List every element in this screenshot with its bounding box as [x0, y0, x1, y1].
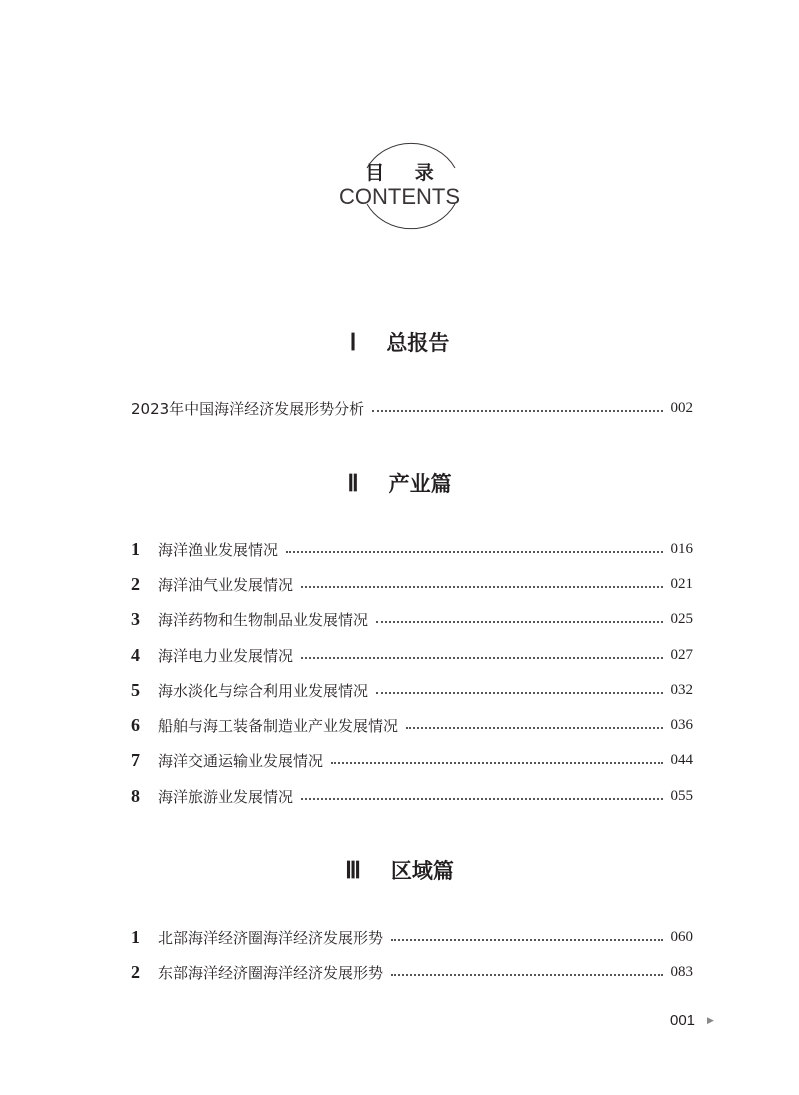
contents-heading-cn: 目 录 [365, 162, 446, 184]
toc-entry-index: 3 [131, 608, 140, 629]
section-numeral: Ⅲ [345, 858, 361, 883]
section-name: 区域篇 [390, 859, 454, 883]
toc-entry-index: 1 [131, 538, 140, 559]
toc-entry-page: 025 [670, 610, 693, 627]
toc-entry[interactable] [131, 643, 693, 667]
toc-entry-title: 北部海洋经济圈海洋经济发展形势 [158, 928, 384, 947]
toc-entry-page: 032 [670, 681, 693, 698]
toc-entry-page: 060 [670, 928, 693, 945]
toc-entry-title: 海洋交通运输业发展情况 [158, 751, 324, 770]
toc-entry-page: 055 [670, 787, 693, 804]
toc-leader-dots [391, 974, 662, 976]
toc-entry-page: 002 [670, 399, 693, 416]
toc-leader-dots [301, 586, 662, 588]
section-name: 产业篇 [388, 472, 452, 496]
section-numeral: Ⅱ [347, 471, 359, 496]
triangle-right-icon: ▶ [707, 1015, 714, 1025]
toc-entry-page: 027 [670, 646, 693, 663]
toc-leader-dots [376, 621, 662, 623]
toc-entry-index: 4 [131, 644, 140, 665]
toc-entry-index: 1 [131, 926, 140, 947]
toc-leader-dots [301, 798, 662, 800]
toc-leader-dots [331, 762, 662, 764]
toc-entry-page: 021 [670, 575, 693, 592]
toc-entry-title: 海洋渔业发展情况 [158, 540, 279, 559]
toc-leader-dots [406, 727, 662, 729]
toc-entry[interactable] [131, 784, 693, 808]
section-title [0, 327, 799, 357]
toc-entry[interactable] [131, 396, 693, 420]
section-title [0, 468, 799, 498]
toc-entry[interactable] [131, 713, 693, 737]
toc-entry-title: 东部海洋经济圈海洋经济发展形势 [158, 963, 384, 982]
toc-leader-dots [391, 939, 662, 941]
toc-leader-dots [286, 551, 662, 553]
toc-entry-title: 2023年中国海洋经济发展形势分析 [131, 399, 365, 418]
page-number: 001 [670, 1012, 696, 1029]
toc-entry[interactable] [131, 678, 693, 702]
toc-entry-page: 016 [670, 540, 693, 557]
toc-entry-index: 6 [131, 714, 140, 735]
toc-leader-dots [372, 410, 662, 412]
toc-leader-dots [301, 657, 662, 659]
toc-entry[interactable] [131, 925, 693, 949]
toc-entry-title: 海洋油气业发展情况 [158, 575, 294, 594]
toc-entry[interactable] [131, 607, 693, 631]
toc-entry-index: 5 [131, 679, 140, 700]
toc-entry-title: 船舶与海工装备制造业产业发展情况 [158, 716, 399, 735]
toc-entry[interactable] [131, 572, 693, 596]
toc-entry-page: 044 [670, 751, 693, 768]
section-title [0, 855, 799, 885]
toc-entry-page: 036 [670, 716, 693, 733]
page-folio [670, 1012, 714, 1029]
toc-entry-title: 海洋电力业发展情况 [158, 646, 294, 665]
toc-leader-dots [376, 692, 662, 694]
toc-entry-title: 海水淡化与综合利用业发展情况 [158, 681, 369, 700]
toc-entry-page: 083 [670, 963, 693, 980]
toc-entry-index: 2 [131, 961, 140, 982]
toc-entry[interactable] [131, 960, 693, 984]
toc-entry[interactable] [131, 537, 693, 561]
toc-entry-index: 7 [131, 749, 140, 770]
toc-entry-index: 2 [131, 573, 140, 594]
toc-entry-title: 海洋旅游业发展情况 [158, 787, 294, 806]
toc-entry-index: 8 [131, 785, 140, 806]
toc-entry[interactable] [131, 748, 693, 772]
toc-entry-title: 海洋药物和生物制品业发展情况 [158, 610, 369, 629]
contents-heading-en: CONTENTS [339, 184, 460, 209]
section-numeral: Ⅰ [349, 330, 357, 355]
section-name: 总报告 [386, 331, 450, 355]
